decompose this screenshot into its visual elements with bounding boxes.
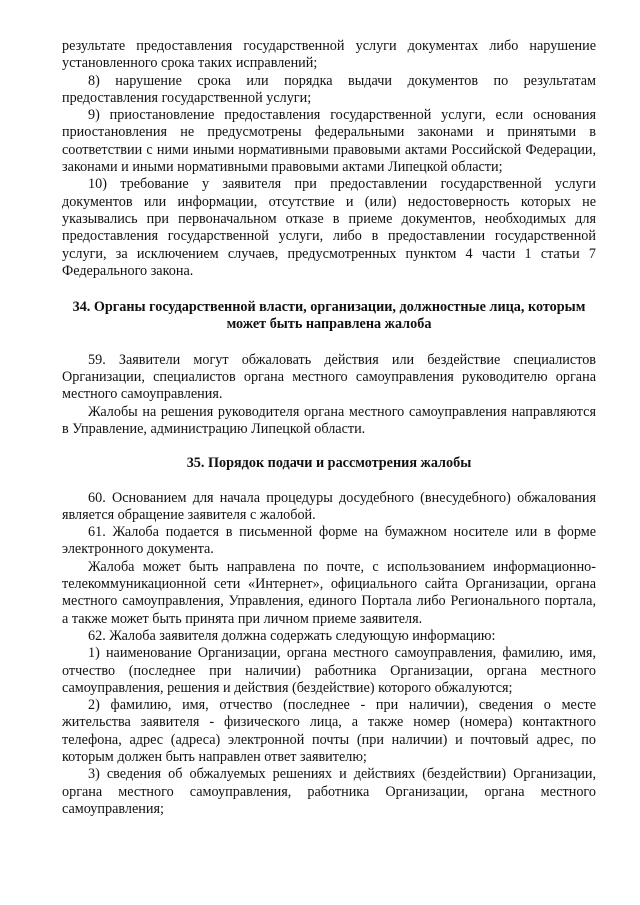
paragraph-61: 61. Жалоба подается в письменной форме на бумажном носителе или в форме электронного документа. [62,524,596,558]
paragraph-60: 60. Основанием для начала процедуры досудебного (внесудебного) обжалования является обращение заявителя с жалобой. [62,489,596,523]
paragraph-item-10: 10) требование у заявителя при предоставлении государственной услуги документов или информации, отсутствие и (или) недостоверность которых не указывались при первоначальном отказе в приеме документов, необходимых для предоставления государственной услуги, либо в предоставлении государственной услуги, за исключением случаев, предусмотренных пунктом 4 части 1 статьи 7 Федерального закона. [62,176,596,279]
paragraph-complaint-channels: Жалоба может быть направлена по почте, с использованием информационно-телекоммуникационной сети «Интернет», официального сайта Организации, органа местного самоуправления, Управления, единого Портала либо Регионального портала, а также может быть принята при личном приеме заявителя. [62,558,596,627]
section-heading-35: 35. Порядок подачи и рассмотрения жалобы [186,455,472,472]
paragraph-62-item-3: 3) сведения об обжалуемых решениях и действиях (бездействии) Организации, органа местного самоуправления, работника Организации, органа местного самоуправления; [62,766,596,817]
paragraph-62: 62. Жалоба заявителя должна содержать следующую информацию: [88,627,496,644]
paragraph-62-item-1: 1) наименование Организации, органа местного самоуправления, фамилию, имя, отчество (последнее при наличии) работника Организации, органа местного самоуправления, решения и действия (бездействие) которого обжалуются; [62,645,596,696]
paragraph-item-8: 8) нарушение срока или порядка выдачи документов по результатам предоставления государственной услуги; [62,72,596,106]
paragraph-item-9: 9) приостановление предоставления государственной услуги, если основания приостановления не предусмотрены федеральными законами и принятыми в соответствии с ними иными нормативными правовыми актами Российской Федерации, законами и иными нормативными правовыми актами Липецкой области; [62,107,596,176]
paragraph-complaints-head: Жалобы на решения руководителя органа местного самоуправления направляются в Управление, администрацию Липецкой области. [62,403,596,437]
paragraph-62-item-2: 2) фамилию, имя, отчество (последнее - при наличии), сведения о месте жительства заявителя - физического лица, а также номер (номера) контактного телефона, адрес (адреса) электронной почты (при наличии) и почтовый адрес, по которым должен быть направлен ответ заявителю; [62,697,596,765]
paragraph-59: 59. Заявители могут обжаловать действия или бездействие специалистов Организации, специалистов органа местного самоуправления руководителю органа местного самоуправления. [62,351,596,403]
paragraph-continuation: результате предоставления государственной услуги документах либо нарушение установленного срока таких исправлений; [62,38,596,72]
section-heading-34: 34. Органы государственной власти, организации, должностные лица, которым может быть направлена жалоба [72,299,586,333]
